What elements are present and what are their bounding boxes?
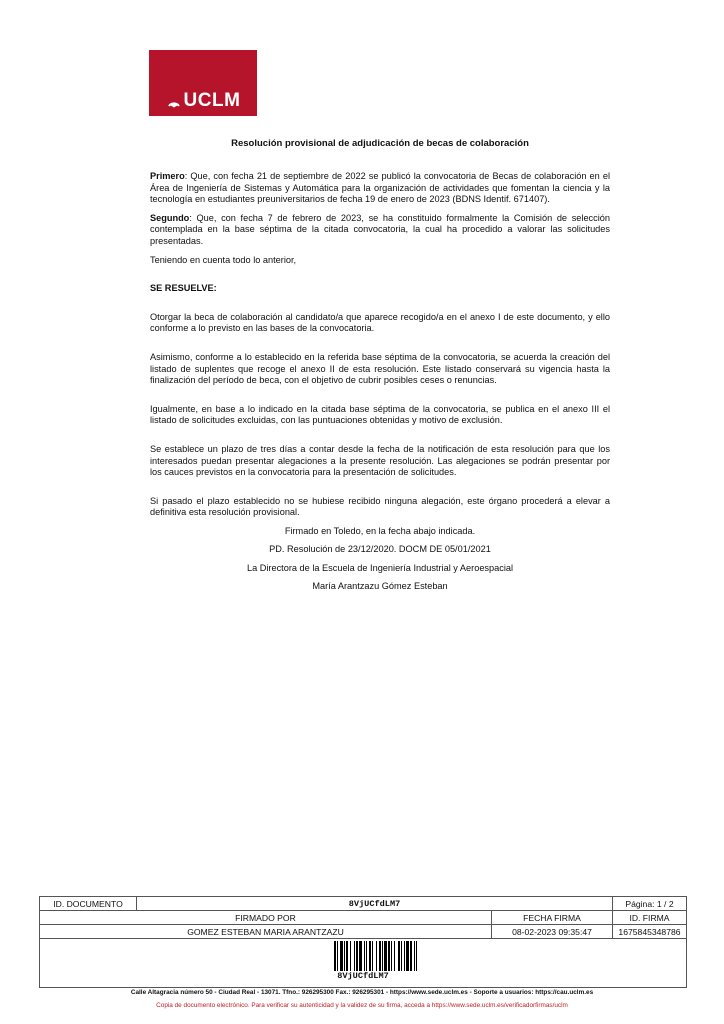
barcode-bar [414, 941, 415, 971]
verification-row-values [40, 925, 686, 939]
resolution-paragraph-4: Se establece un plazo de tres días a contar desde la fecha de la notificación de esta resolución para que los interesados puedan presentar alegaciones a la presente resolución. Las alegaciones se podrán presentar por los cauces previstos en la convocatoria para la presentación de solicitudes. [150, 443, 610, 478]
barcode-bar [404, 941, 405, 971]
barcode-bar [388, 941, 390, 971]
signature-place-date: Firmado en Toledo, en la fecha abajo indicada. [284, 526, 476, 536]
segundo-label: Segundo [150, 212, 190, 223]
footer-address: Calle Altagracia número 50 - Ciudad Real - 13071. Tfno.: 926295300 Fax.: 926295301 - https://www.sede.uclm.es - Soporte a usuarios: https://cau.uclm.es [130, 989, 594, 996]
primero-text: : Que, con fecha 21 de septiembre de 2022 se publicó la convocatoria de Becas de colaboración en el Área de Ingeniería de Sistemas y Automática para la organización de actividades que fomentan la ciencia y la tecnología en estudiantes preuniversitarios de fecha 19 de enero de 2023 (BDNS Identif. 671407). [150, 171, 610, 205]
resolution-paragraph-3: Igualmente, en base a lo indicado en la citada base séptima de la convocatoria, se publica en el anexo III el listado de solicitudes excluidas, con las puntuaciones obtenidas y motivo de exclusión. [150, 403, 610, 426]
id-firma-label: ID. FIRMA [629, 912, 670, 923]
barcode-bar [379, 941, 381, 971]
barcode-icon [334, 941, 472, 971]
barcode-text: 8VjUCfdLM7 [337, 971, 389, 981]
uclm-logo [149, 50, 257, 116]
verification-row-id [40, 897, 686, 911]
barcode-bar [344, 941, 345, 971]
barcode-bar [382, 941, 383, 971]
signature-role: La Directora de la Escuela de Ingeniería Industrial y Aeroespacial [246, 562, 514, 573]
verification-box [39, 896, 687, 988]
signature-delegation: PD. Resolución de 23/12/2020. DOCM DE 05/01/2021 [269, 544, 491, 555]
barcode-bar [398, 941, 400, 971]
barcode-area [40, 939, 686, 987]
segundo-paragraph [150, 213, 610, 248]
firmado-por-label: FIRMADO POR [40, 911, 492, 924]
footer-copy-note: Copia de documento electrónico. Para verificar su autenticidad y la validez de su firma, acceda a https://www.sede.uclm.es/verificadorfirmas/uclm [156, 1002, 568, 1009]
barcode-bar [354, 941, 355, 971]
page-indicator: Página: 1 / 2 [625, 898, 674, 909]
barcode-bar [406, 941, 409, 971]
se-resuelve-heading: SE RESUELVE: [150, 283, 217, 294]
barcode-bar [394, 941, 395, 971]
barcode-bar [366, 941, 367, 971]
fecha-firma-value: 08-02-2023 09:35:47 [492, 925, 613, 938]
barcode-bar [376, 941, 377, 971]
barcode-bar [364, 941, 365, 971]
barcode-bar [384, 941, 387, 971]
fecha-firma-label: FECHA FIRMA [492, 911, 613, 924]
barcode-bar [359, 941, 362, 971]
barcode-bar [356, 941, 358, 971]
barcode-bar [334, 941, 336, 971]
document-title: Resolución provisional de adjudicación de becas de colaboración [231, 138, 529, 149]
teniendo-paragraph: Teniendo en cuenta todo lo anterior, [150, 254, 297, 265]
id-document-value: 8VjUCfdLM7 [137, 897, 613, 910]
signature-block [150, 522, 610, 595]
id-document-label: ID. DOCUMENTO [40, 897, 137, 910]
resolution-paragraph-5: Si pasado el plazo establecido no se hubiese recibido ninguna alegación, este órgano procederá a elevar a definitiva esta resolución provisional. [150, 495, 610, 518]
signature-name: María Arantzazu Gómez Esteban [312, 580, 448, 591]
barcode-bar [391, 941, 392, 971]
primero-paragraph [150, 171, 610, 206]
segundo-text: : Que, con fecha 7 de febrero de 2023, se ha constituido formalmente la Comisión de selección contemplada en la base séptima de la citada convocatoria, la cual ha procedido a valorar las solicitudes presentadas. [150, 212, 610, 246]
barcode-bar [337, 941, 338, 971]
barcode-bar [401, 941, 402, 971]
barcode-bar [350, 941, 351, 971]
id-firma-value: 1675845348786 [618, 926, 681, 937]
uclm-antenna-icon [166, 94, 182, 108]
resolution-paragraph-1: Otorgar la beca de colaboración al candidato/a que aparece recogido/a en el anexo I de este documento, y ello conforme a lo previsto en las bases de la convocatoria. [150, 311, 610, 334]
logo-text: UCLM [183, 90, 241, 111]
barcode-bar [410, 941, 412, 971]
barcode-bar [369, 941, 371, 971]
primero-label: Primero [150, 171, 185, 181]
barcode-bar [372, 941, 373, 971]
barcode-bar [346, 941, 348, 971]
verification-row-headers [40, 911, 686, 925]
resolution-paragraph-2: Asimismo, conforme a lo establecido en la referida base séptima de la convocatoria, se acuerda la creación del listado de suplentes que recoge el anexo II de esta resolución. Este listado conservará su vigencia hasta la finalización del período de beca, con el objetivo de cubrir posibles ceses o renuncias. [150, 351, 610, 386]
barcode-bar [416, 941, 417, 971]
document-body [150, 171, 610, 526]
barcode-bar [340, 941, 343, 971]
signer-name: GOMEZ ESTEBAN MARIA ARANTZAZU [40, 925, 492, 938]
